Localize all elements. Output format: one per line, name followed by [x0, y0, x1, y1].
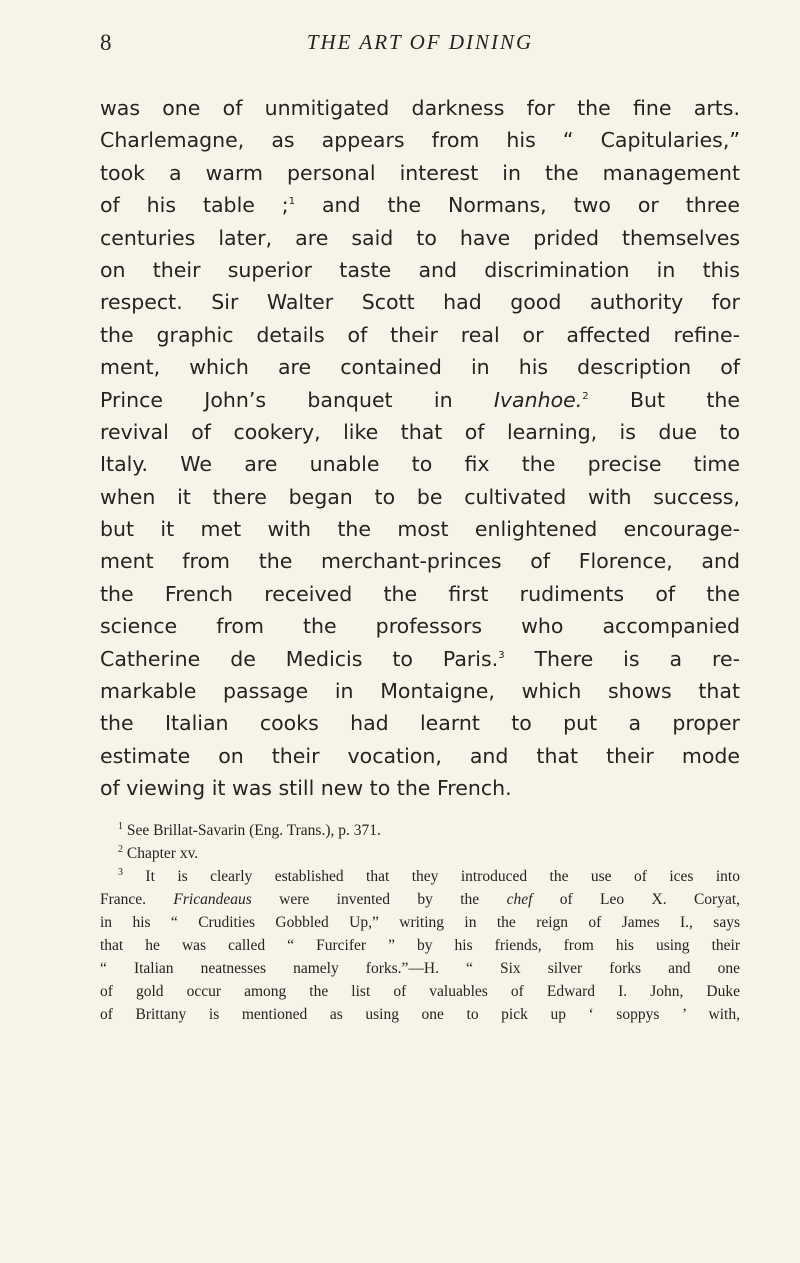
- body-line: revival of cookery, like that of learning, is due to: [100, 419, 740, 444]
- footnote-ref-2: 2: [582, 390, 589, 402]
- footnote-3-line: of gold occur among the list of valuables of Edward I. John, Duke: [100, 982, 740, 1000]
- body-line: respect. Sir Walter Scott had good authority for: [100, 290, 740, 315]
- book-page: [100, 30, 740, 1026]
- body-line: Italy. We are unable to fix the precise time: [100, 452, 740, 477]
- body-line: of his table ;$^1$ and the Normans, two or three: [100, 193, 740, 218]
- body-line: took a warm personal interest in the management: [100, 160, 740, 185]
- body-line: centuries later, are said to have prided themselves: [100, 225, 740, 250]
- footnote-3: $^3$ It is clearly established that they introduced the use of ices into: [118, 866, 740, 885]
- body-text: [100, 92, 740, 805]
- body-line: the Italian cooks had learnt to put a proper: [100, 711, 740, 736]
- book-title-ivanhoe: Ivanhoe.: [493, 387, 583, 412]
- body-line: science from the professors who accompanied: [100, 614, 740, 639]
- footnotes: [100, 819, 740, 1026]
- body-line: ment, which are contained in his description of: [100, 355, 740, 380]
- body-line: was one of unmitigated darkness for the fine arts.: [100, 96, 740, 120]
- footnote-3-line: “ Italian neatnesses namely forks.”—H. “ Six silver forks and one: [100, 959, 740, 977]
- footnote-3-line: of Brittany is mentioned as using one to pick up ‘ soppys ’ with,: [100, 1005, 740, 1023]
- footnote-1: $^1$ See Brillat-Savarin (Eng. Trans.), p. 371.: [118, 820, 381, 839]
- body-line: but it met with the most enlightened encourage-: [100, 517, 740, 542]
- body-line: of viewing it was still new to the French.: [100, 776, 512, 801]
- footnote-ref-1: 1: [288, 196, 296, 208]
- body-line: Prince John’s banquet in Ivanhoe.$^2$ But the: [100, 387, 740, 412]
- body-line: markable passage in Montaigne, which shows that: [100, 679, 740, 704]
- body-line: on their superior taste and discrimination in this: [100, 257, 740, 282]
- body-line: Charlemagne, as appears from his “ Capitularies,”: [100, 128, 740, 153]
- footnote-3-line: France. Fricandeaus were invented by the chef of Leo X. Coryat,: [100, 890, 741, 908]
- page-header: [100, 30, 740, 66]
- footnote-3-line: that he was called “ Furcifer ” by his friends, from his using their: [100, 936, 740, 954]
- footnote-3-line: in his “ Crudities Gobbled Up,” writing in the reign of James I., says: [100, 913, 740, 931]
- footnote-ref-3: 3: [498, 649, 505, 661]
- footnote-2: $^2$ Chapter xv.: [118, 843, 199, 862]
- body-line: Catherine de Medicis to Paris.$^3$ There is a re-: [100, 646, 740, 671]
- page-number: 8: [100, 30, 112, 55]
- body-line: when it there began to be cultivated with success,: [100, 484, 740, 509]
- body-line: estimate on their vocation, and that their mode: [100, 743, 740, 768]
- body-line: ment from the merchant-princes of Florence, and: [100, 549, 740, 574]
- body-line: the graphic details of their real or affected refine-: [100, 322, 740, 347]
- body-line: the French received the first rudiments of the: [100, 581, 740, 606]
- running-title: THE ART OF DINING: [306, 30, 534, 54]
